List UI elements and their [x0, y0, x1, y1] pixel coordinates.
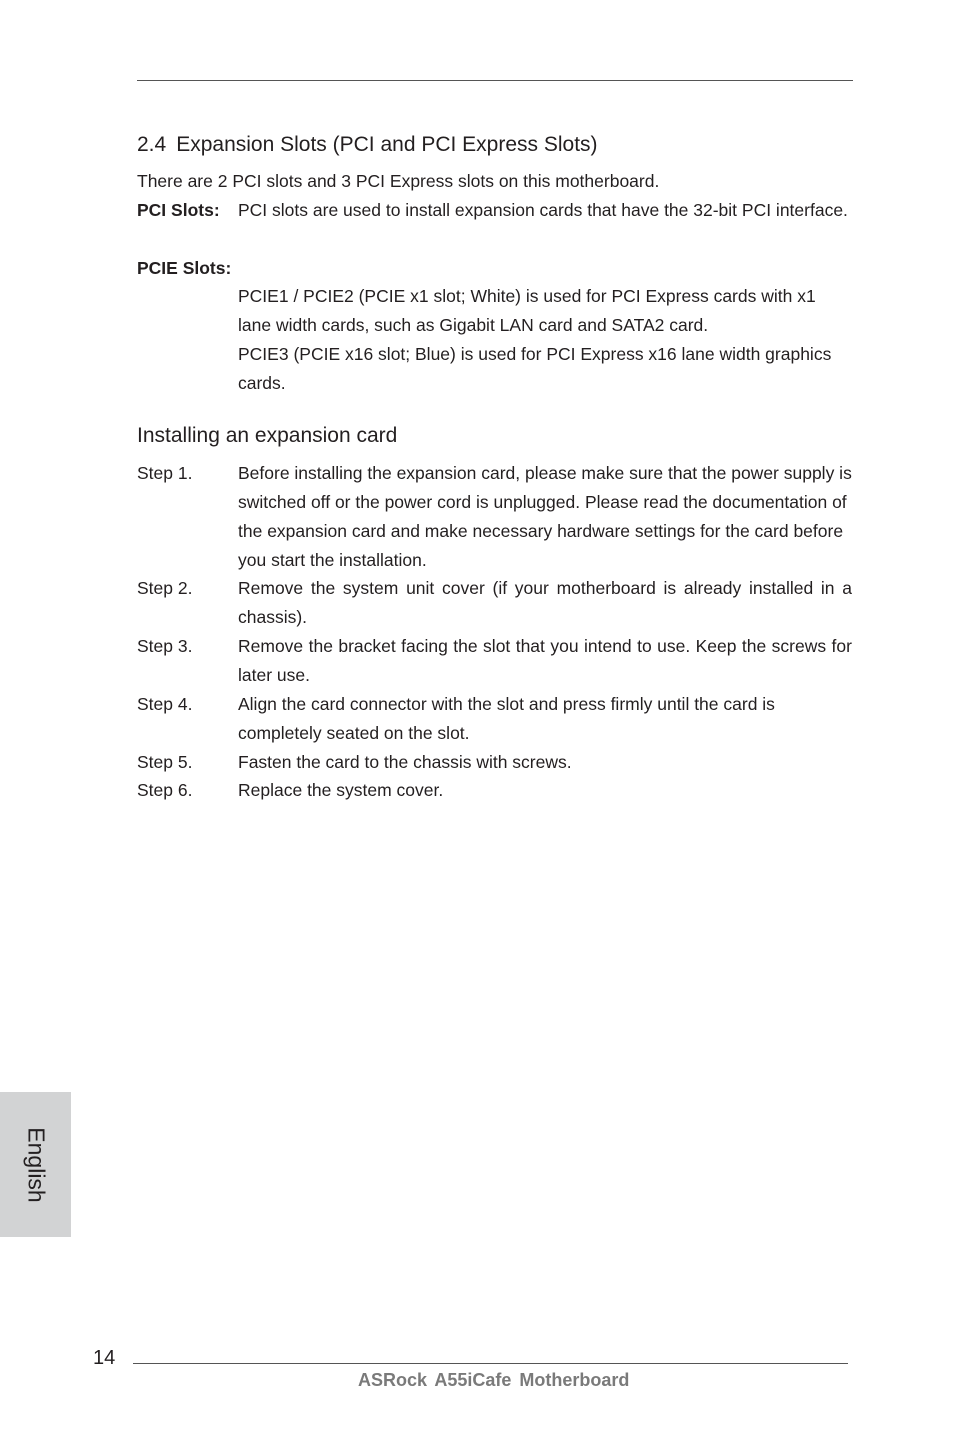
section-heading [137, 133, 598, 157]
pci-slots-text: PCI slots are used to install expansion cards that have the 32-bit PCI interface. [238, 200, 848, 220]
step-text: Remove the system unit cover (if your motherboard is already installed in a chassis). [238, 578, 852, 627]
step-text: Remove the bracket facing the slot that you intend to use. Keep the screws for later use. [238, 636, 852, 685]
step-label: Step 3. [137, 636, 193, 656]
footer-rule [133, 1363, 848, 1364]
step-label: Step 5. [137, 752, 193, 772]
pci-slots-label: PCI Slots: [137, 200, 220, 220]
section-intro: There are 2 PCI slots and 3 PCI Express slots on this motherboard. [137, 171, 660, 191]
section-title: Expansion Slots (PCI and PCI Express Slots) [176, 133, 598, 156]
language-tab-label: English [23, 1126, 49, 1203]
footer-product-name: ASRock A55iCafe Motherboard [358, 1370, 630, 1390]
header-rule [137, 80, 853, 81]
pcie-slots-label: PCIE Slots: [137, 258, 232, 278]
page-number: 14 [93, 1347, 116, 1369]
pcie-paragraph: PCIE3 (PCIE x16 slot; Blue) is used for PCI Express x16 lane width graphics cards. [238, 344, 832, 393]
step-text: Replace the system cover. [238, 780, 444, 800]
section-number: 2.4 [137, 133, 167, 156]
language-side-tab [0, 1092, 71, 1237]
step-label: Step 1. [137, 463, 193, 483]
step-label: Step 4. [137, 694, 193, 714]
step-text: Fasten the card to the chassis with screws. [238, 752, 572, 772]
step-text: Before installing the expansion card, please make sure that the power supply is switched off or the power cord is unplugged. Please read the documentation of the expansion card and make necessary hardware settings for the card before you start the installation. [238, 463, 852, 570]
pcie-paragraph: PCIE1 / PCIE2 (PCIE x1 slot; White) is used for PCI Express cards with x1 lane width cards, such as Gigabit LAN card and SATA2 card. [238, 286, 816, 335]
step-label: Step 2. [137, 578, 193, 598]
install-heading: Installing an expansion card [137, 424, 398, 447]
step-text: Align the card connector with the slot and press firmly until the card is completely seated on the slot. [238, 694, 775, 743]
step-label: Step 6. [137, 780, 193, 800]
